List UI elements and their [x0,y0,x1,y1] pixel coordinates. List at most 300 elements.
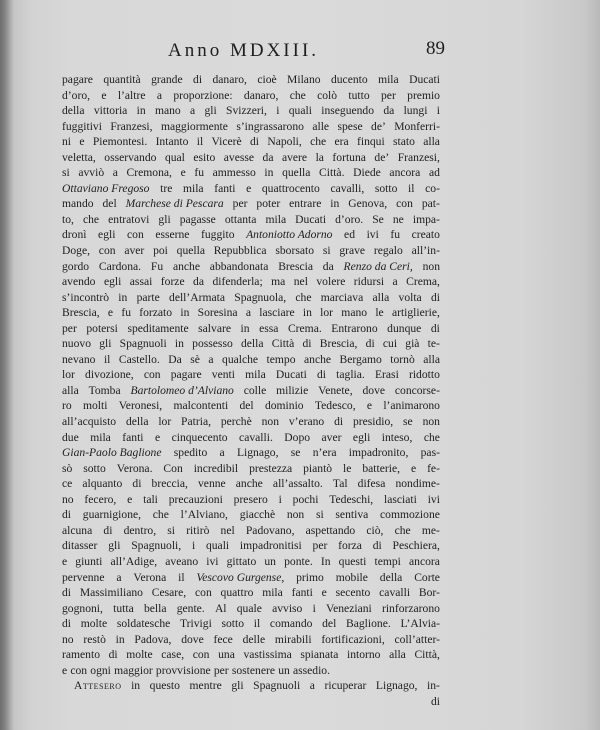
word: e [101,88,107,102]
text-line [62,290,440,306]
word: forzato [139,306,173,320]
text-line [62,181,440,197]
text-line [62,119,440,135]
word: artiglierie, [391,306,440,320]
word: gli [204,104,217,118]
word: all’Adige, [110,554,158,568]
word: to, [62,212,74,226]
word: Tedeschi, [329,492,374,506]
word: in [330,197,340,211]
word: e [246,181,252,195]
word: ro [62,399,72,413]
word: cioè [257,73,277,86]
word: quale [236,601,262,615]
word: quattro [220,586,254,600]
word: Ducati [275,368,307,382]
word: Brescia, [62,306,100,320]
word: incredibil [193,461,239,475]
word: in [118,290,128,304]
word: era [334,135,349,149]
word: che [423,430,440,444]
text-line [62,554,440,570]
word: gognoni, [62,601,103,615]
word: avviò [78,166,105,180]
word: sè [190,352,200,366]
word: danaro, [212,73,247,86]
word: venti [211,368,235,382]
word: n’era [312,446,337,460]
word: prestezza [249,461,293,475]
word: provvisione [155,663,211,677]
word: i [191,539,196,553]
text-line [62,259,440,275]
word: Crema, [406,275,440,289]
word: se [290,446,301,460]
word: a [190,104,196,118]
word: per [381,88,396,102]
binding-shadow [0,0,14,730]
word: un [278,663,290,677]
word: ivi [206,554,219,568]
word: cui [382,337,398,351]
word: si [167,523,176,537]
word: di [103,523,113,537]
word: veletta, [62,150,96,164]
word: mano [154,104,181,118]
word: nuovo [62,337,91,351]
word: Corte [414,570,440,584]
word: sotto [83,461,106,475]
word: In [320,554,331,568]
word: ducento [330,73,368,86]
text-line [62,367,440,383]
word: sò [62,461,73,475]
word: tornò [390,352,415,366]
word: d’oro. [335,212,364,226]
word: Tedesco, [314,399,356,413]
word: gordo [62,259,90,273]
text-line [62,507,440,523]
word: avere [281,150,308,164]
word: l’animarono [383,399,440,413]
word: che [152,508,169,522]
word: ammesso [212,166,256,180]
word: potersi [86,321,118,335]
word: marciava [320,290,364,304]
word: parte [136,290,160,304]
word: l’altre [117,88,146,102]
word: ciò, [366,523,384,537]
word: giunti [75,554,103,568]
word: Bartolomeo d’Alviano [130,383,234,397]
text-line [62,243,440,259]
word: ivi [427,492,440,506]
word: inseguendo [321,104,375,118]
word: tutto [348,88,370,102]
word: sostenere [231,663,275,677]
word: a [392,275,398,289]
word: e [154,430,161,444]
word: si [62,166,70,180]
word: molte [80,617,108,631]
word: alle [312,119,330,133]
word: alcuna [62,523,93,537]
word: in- [427,679,440,693]
word: Monferri- [394,119,440,133]
word: divozione, [85,368,134,382]
word: con [192,648,210,662]
word: Dopo [284,430,311,444]
word: di [250,135,260,149]
word: non [261,415,279,429]
word: bella [143,601,167,615]
word: delle [242,632,266,646]
word: finqui [356,135,385,149]
word: case, [161,648,185,662]
word: di [372,539,382,553]
word: lor [62,368,75,382]
word: l’Alviano, [180,508,228,522]
word: rinforzarono [381,601,440,615]
word: cinquecento [171,430,228,444]
word: della [62,104,85,118]
catchword: di [430,694,440,708]
word: dove [362,383,386,397]
word: con [195,586,212,600]
word: tali [143,492,158,506]
text-line [62,616,440,632]
word: per [62,321,77,335]
word: Svizzeri, [226,104,267,118]
word: co- [425,181,440,195]
word: alla [389,648,406,662]
word: ancora [409,554,440,568]
word: quali [288,104,312,118]
word: proporzione: [173,88,233,102]
word: dentro, [123,523,157,537]
word: a [116,570,122,584]
word: e [410,461,417,475]
word: in [264,166,274,180]
word: Diede [353,166,381,180]
word: osservando [104,150,157,164]
word: in [302,306,312,320]
word: lor [158,415,172,429]
word: Baglione. [346,617,391,631]
word: di [334,415,344,429]
word: fecero, [84,492,117,506]
word: ad [428,166,440,180]
word: gli [108,539,121,553]
word: Brescia [278,259,313,273]
word: qualche [222,352,259,366]
text-line [62,305,440,321]
word: gente. [176,601,205,615]
word: da [383,104,395,118]
word: alla [423,135,440,149]
word: per [213,663,229,677]
word: ni [62,135,72,149]
word: le [375,306,384,320]
word: in [115,632,125,646]
word: forze [160,275,185,289]
word: già [405,337,420,351]
word: Marchese di Pescara [125,197,224,211]
word: pagare [170,368,202,382]
text-line [62,476,440,492]
word: mentre [189,679,222,693]
word: della [379,570,403,584]
page-number: 89 [426,38,445,59]
word: creato [411,228,440,242]
word: de’ [374,150,390,164]
word: entrare [289,197,322,211]
word: la [315,150,324,164]
word: Massimiliano [79,586,143,600]
text-line [62,274,440,290]
word: un [264,554,276,568]
word: coll’atter- [394,632,440,646]
word: il [103,352,111,366]
word: gli [158,212,171,226]
word: difesa [357,477,386,491]
word: mila [90,430,111,444]
word: Lignago, [375,679,418,693]
word: i [312,601,316,615]
word: a [112,166,118,180]
word: Genova, [348,197,388,211]
word: in [180,306,190,320]
word: mila [262,586,283,600]
word: sentiva [335,508,369,522]
word: con [127,228,144,242]
word: ne [392,212,404,226]
word: mila [182,181,204,195]
word: Franzesi, [110,119,153,133]
word: fe- [427,461,440,475]
word: due [62,430,79,444]
word: cavalli. [239,430,273,444]
word: per [232,197,248,211]
word: ricuperar [324,679,367,693]
word: all’assalto. [272,477,323,491]
word: lor [320,306,334,320]
word: mila [245,368,266,382]
word: Tal [332,477,348,491]
word: all’in- [411,244,440,258]
word: dronì [62,228,87,242]
word: Cardona. [98,259,142,273]
word: primo [296,570,324,584]
word: tempi [374,554,401,568]
word: le [343,461,352,475]
word: Renzo da Ceri, [343,259,413,273]
word: Cesare, [151,586,187,600]
word: a [245,306,251,320]
word: Trivigi [180,617,212,631]
word: fu [194,166,205,180]
word: per [312,539,328,553]
word: in [131,679,141,693]
word: e [107,306,114,320]
word: una [218,648,235,662]
body-text [62,72,440,709]
word: avviso [272,601,303,615]
word: danaro, [243,88,279,102]
word: soldatesche [116,617,171,631]
text-line [62,336,440,352]
word: fanti [122,430,144,444]
word: comando [269,617,313,631]
word: malcontenti [173,399,229,413]
word: mando [62,197,94,211]
word: Cremona, [126,166,172,180]
text-line [62,585,440,601]
word: Bergamo [339,352,382,366]
word: il [178,570,185,584]
word: Erasi [374,368,399,382]
word: egli [98,228,116,242]
word: no [62,632,74,646]
word: Franzesi, [397,150,440,164]
word: gli [99,337,112,351]
word: gittato [226,554,257,568]
word: da [193,275,204,289]
word: e [62,663,68,677]
word: concorse- [394,383,440,397]
word: ponte. [284,554,313,568]
word: pas- [420,446,440,460]
word: tempo [266,352,296,366]
word: impa- [412,212,440,226]
text-line [62,72,440,88]
word: Padova, [134,632,172,646]
word: vittoria [93,104,128,118]
word: ridursi [353,275,385,289]
text-line [62,150,440,166]
word: di [108,648,118,662]
word: mila [265,212,287,226]
word: mila [378,73,399,86]
word: pochi [292,492,319,506]
word: maggior [114,663,153,677]
word: Veronesi, [118,399,163,413]
word: aver [321,430,342,444]
word: quella [282,166,311,180]
word: quantità [103,73,141,86]
word: avendo [62,275,96,289]
word: spese [337,119,363,133]
word: di [62,508,72,522]
word: Gian-Paolo Baglione [62,446,162,460]
text-line [62,196,440,212]
word: cavalli, [330,181,365,195]
word: stato [393,135,415,149]
word: Attesero [74,679,122,693]
word: con [396,197,413,211]
word: da [262,150,274,164]
word: secento [335,586,371,600]
word: quella [176,244,205,258]
word: ridotto [408,368,440,382]
word: Spagnuoli [119,337,167,351]
word: anche [235,477,263,491]
word: dove [181,632,204,646]
word: egli [352,430,371,444]
word: che [394,523,411,537]
word: de’ [371,119,386,133]
word: grave [339,244,366,258]
word: fanti [291,586,313,600]
text-line [62,103,440,119]
text-line [62,523,440,539]
word: non [286,508,305,522]
word: della [240,337,264,351]
word: salvare [198,321,231,335]
word: commozione [380,508,440,522]
word: nel [220,523,235,537]
word: tre [160,181,173,195]
word: a [219,446,225,460]
word: a [156,88,162,102]
word: e [62,554,68,568]
word: Veneziani [326,601,372,615]
word: che [289,88,306,102]
word: gli [231,679,244,693]
text-line [62,321,440,337]
word: sotto [221,617,245,631]
text-line [62,461,440,477]
word: Padovano, [245,523,295,537]
word: Verona. [116,461,153,475]
running-head: Anno MDXIII. [168,40,320,61]
word: che [310,135,327,149]
word: e [366,399,373,413]
word: aver [124,244,145,258]
word: egli [103,275,122,289]
word: nevano [62,352,96,366]
word: entratovi [108,212,150,226]
word: dunque [387,321,422,335]
word: pat- [421,197,440,211]
text-line [62,492,440,508]
word: grande [151,73,183,86]
word: volere [316,275,346,289]
word: a [208,352,214,366]
word: possesso [192,337,233,351]
word: di [316,368,326,382]
word: Ducati [409,73,440,86]
word: regalo [373,244,403,258]
word: fece [213,632,233,646]
word: fanti [214,181,236,195]
word: volta [398,290,422,304]
word: di [365,337,375,351]
word: fuggitivi [62,119,102,133]
word: Vescovo Gurgense, [196,570,285,584]
word: Al [214,601,227,615]
word: giacchè [239,508,276,522]
word: del [239,399,254,413]
word: da [322,259,334,273]
word: questi [338,554,367,568]
word: Spagnuoli [253,679,301,693]
text-line [62,430,440,446]
word: breccia, [151,477,188,491]
word: questo [149,679,180,693]
word: fu [390,228,401,242]
text-line [62,227,440,243]
